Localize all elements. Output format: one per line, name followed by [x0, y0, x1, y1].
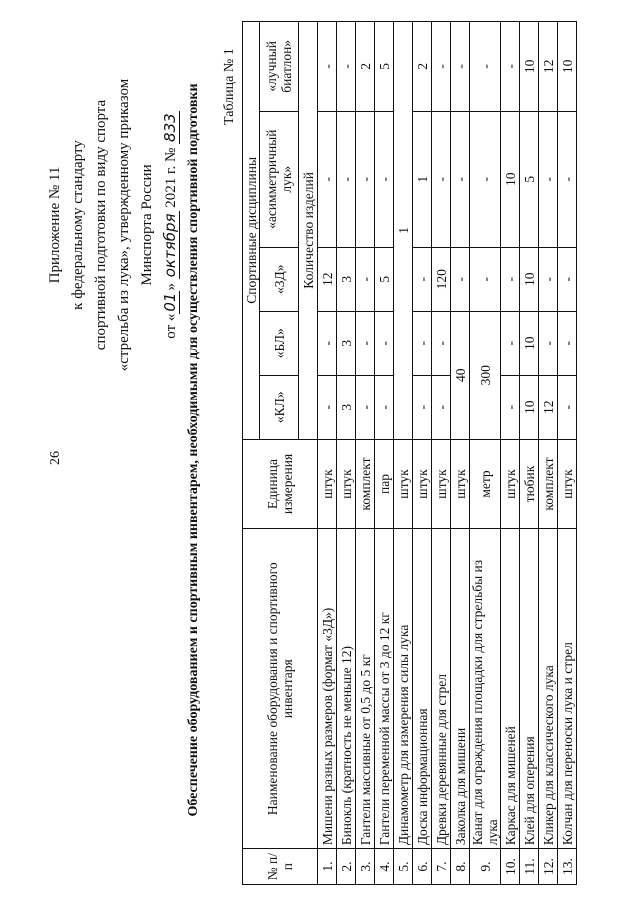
- cell-3d: 5: [375, 247, 394, 311]
- cell-num: 4.: [375, 849, 394, 885]
- cell-asymmetric: -: [356, 111, 375, 247]
- cell-num: 5.: [394, 849, 413, 885]
- cell-unit: штук: [558, 439, 577, 529]
- cell-3d: 3: [337, 247, 356, 311]
- cell-biathlon: -: [470, 22, 501, 112]
- table-row: [501, 22, 520, 885]
- cell-bl: -: [558, 311, 577, 375]
- cell-unit: пар: [375, 439, 394, 529]
- cell-3d: 10: [520, 247, 539, 311]
- cell-biathlon: -: [318, 22, 337, 112]
- cell-name: Кликер для классического лука: [539, 529, 558, 849]
- order-month-handwritten: октября: [161, 213, 179, 278]
- header-asymmetric: «асимметричный лук»: [260, 111, 299, 247]
- cell-num: 11.: [520, 849, 539, 885]
- cell-kl: 3: [337, 375, 356, 439]
- cell-kl: 12: [539, 375, 558, 439]
- header-bl: «БЛ»: [260, 311, 299, 375]
- cell-num: 2.: [337, 849, 356, 885]
- order-number-handwritten: 833: [161, 113, 179, 142]
- table-row: [394, 22, 413, 885]
- cell-kl: -: [356, 375, 375, 439]
- cell-name: Заколка для мишени: [451, 529, 470, 849]
- cell-name: Каркас для мишеней: [501, 529, 520, 849]
- table-row: [356, 22, 375, 885]
- cell-unit: штук: [432, 439, 451, 529]
- table-row: [558, 22, 577, 885]
- cell-3d: -: [413, 247, 432, 311]
- header-biathlon: «лучный биатлон»: [260, 22, 299, 112]
- cell-3d: -: [539, 247, 558, 311]
- appendix-line: спортивной подготовки по виду спорта: [93, 99, 109, 351]
- cell-unit: комплект: [539, 439, 558, 529]
- cell-asymmetric: 1: [413, 111, 432, 247]
- cell-num: 6.: [413, 849, 432, 885]
- cell-name: Мишени разных размеров (формат «3Д»): [318, 529, 337, 849]
- table-row: [318, 22, 337, 885]
- cell-name: Канат для ограждения площадки для стрельбы из лука: [470, 529, 501, 849]
- cell-num: 13.: [558, 849, 577, 885]
- cell-kl-bl-merged: 40: [451, 311, 470, 439]
- order-mid: »: [163, 279, 179, 291]
- cell-name: Динамометр для измерения силы лука: [394, 529, 413, 849]
- cell-kl: -: [375, 375, 394, 439]
- cell-unit: штук: [413, 439, 432, 529]
- cell-asymmetric: -: [432, 111, 451, 247]
- cell-bl: -: [501, 311, 520, 375]
- cell-unit: комплект: [356, 439, 375, 529]
- cell-bl: -: [539, 311, 558, 375]
- cell-num: 3.: [356, 849, 375, 885]
- cell-name: Бинокль (кратность не меньше 12): [337, 529, 356, 849]
- header-disciplines: Спортивные дисциплины: [243, 22, 260, 440]
- cell-unit: штук: [394, 439, 413, 529]
- table-row: [337, 22, 356, 885]
- appendix-block: [44, 15, 183, 435]
- cell-unit: штук: [451, 439, 470, 529]
- cell-num: 9.: [470, 849, 501, 885]
- order-line: [159, 15, 183, 435]
- table-row: [413, 22, 432, 885]
- table-row: [451, 22, 470, 885]
- cell-bl: 3: [337, 311, 356, 375]
- table-row: [470, 22, 501, 885]
- cell-biathlon: 10: [558, 22, 577, 112]
- header-quantity: Количество изделий: [299, 22, 318, 440]
- cell-asymmetric: -: [375, 111, 394, 247]
- cell-name: Доска информационная: [413, 529, 432, 849]
- table-header-row: [243, 22, 260, 885]
- cell-3d: 12: [318, 247, 337, 311]
- cell-biathlon: 5: [375, 22, 394, 112]
- cell-3d: -: [558, 247, 577, 311]
- header-3d: «3Д»: [260, 247, 299, 311]
- cell-num: 7.: [432, 849, 451, 885]
- cell-bl: 10: [520, 311, 539, 375]
- cell-name: Клей для оперения: [520, 529, 539, 849]
- cell-asymmetric: -: [539, 111, 558, 247]
- cell-bl: -: [318, 311, 337, 375]
- table-row: [520, 22, 539, 885]
- cell-biathlon: 10: [520, 22, 539, 112]
- header-name: Наименование оборудования и спортивного инвентаря: [243, 529, 318, 849]
- table-label: Таблица № 1: [222, 48, 237, 125]
- cell-bl: -: [375, 311, 394, 375]
- cell-kl-bl-merged: 300: [470, 311, 501, 439]
- table-row: [539, 22, 558, 885]
- appendix-line: Минспорта России: [139, 164, 155, 286]
- cell-asymmetric: -: [470, 111, 501, 247]
- cell-unit: штук: [318, 439, 337, 529]
- cell-kl: -: [432, 375, 451, 439]
- cell-kl: -: [413, 375, 432, 439]
- cell-3d: 120: [432, 247, 451, 311]
- cell-bl: -: [413, 311, 432, 375]
- cell-merged-quantity: 1: [394, 22, 413, 440]
- appendix-title: Приложение № 11: [47, 166, 63, 284]
- cell-3d: -: [470, 247, 501, 311]
- cell-name: Гантели переменной массы от 3 до 12 кг: [375, 529, 394, 849]
- header-unit: Единица измерения: [243, 439, 318, 529]
- header-num: № п/п: [243, 849, 318, 885]
- table-row: [375, 22, 394, 885]
- cell-name: Колчан для переноски лука и стрел: [558, 529, 577, 849]
- section-heading: Обеспечение оборудованием и спортивным инвентарем, необходимыми для осуществления спортивной подготовки: [186, 83, 201, 817]
- order-year: 2021 г. №: [163, 143, 179, 212]
- cell-asymmetric: -: [337, 111, 356, 247]
- cell-unit: штук: [501, 439, 520, 529]
- cell-3d: -: [356, 247, 375, 311]
- cell-num: 12.: [539, 849, 558, 885]
- cell-asymmetric: -: [558, 111, 577, 247]
- cell-biathlon: -: [432, 22, 451, 112]
- page-number: 26: [48, 451, 63, 465]
- cell-asymmetric: 5: [520, 111, 539, 247]
- cell-3d: -: [451, 247, 470, 311]
- cell-biathlon: -: [451, 22, 470, 112]
- cell-unit: метр: [470, 439, 501, 529]
- cell-biathlon: -: [501, 22, 520, 112]
- cell-unit: штук: [337, 439, 356, 529]
- order-prefix: от «: [163, 313, 179, 339]
- appendix-line: к федеральному стандарту: [70, 140, 86, 310]
- cell-bl: -: [356, 311, 375, 375]
- appendix-line: «стрельба из лука», утвержденному приказом: [116, 78, 132, 372]
- cell-num: 8.: [451, 849, 470, 885]
- cell-kl: 10: [520, 375, 539, 439]
- table-row: [432, 22, 451, 885]
- cell-unit: тюбик: [520, 439, 539, 529]
- cell-num: 1.: [318, 849, 337, 885]
- cell-biathlon: 2: [413, 22, 432, 112]
- cell-asymmetric: -: [451, 111, 470, 247]
- cell-biathlon: 12: [539, 22, 558, 112]
- cell-name: Древки деревянные для стрел: [432, 529, 451, 849]
- cell-num: 10.: [501, 849, 520, 885]
- equipment-table: [242, 21, 577, 885]
- cell-bl: -: [432, 311, 451, 375]
- cell-3d: -: [501, 247, 520, 311]
- cell-biathlon: 2: [356, 22, 375, 112]
- cell-asymmetric: -: [318, 111, 337, 247]
- cell-kl: -: [318, 375, 337, 439]
- order-day-handwritten: 01: [161, 292, 179, 312]
- cell-name: Гантели массивные от 0,5 до 5 кг: [356, 529, 375, 849]
- cell-kl: -: [501, 375, 520, 439]
- header-kl: «КЛ»: [260, 375, 299, 439]
- cell-kl: -: [558, 375, 577, 439]
- cell-biathlon: -: [337, 22, 356, 112]
- cell-asymmetric: 10: [501, 111, 520, 247]
